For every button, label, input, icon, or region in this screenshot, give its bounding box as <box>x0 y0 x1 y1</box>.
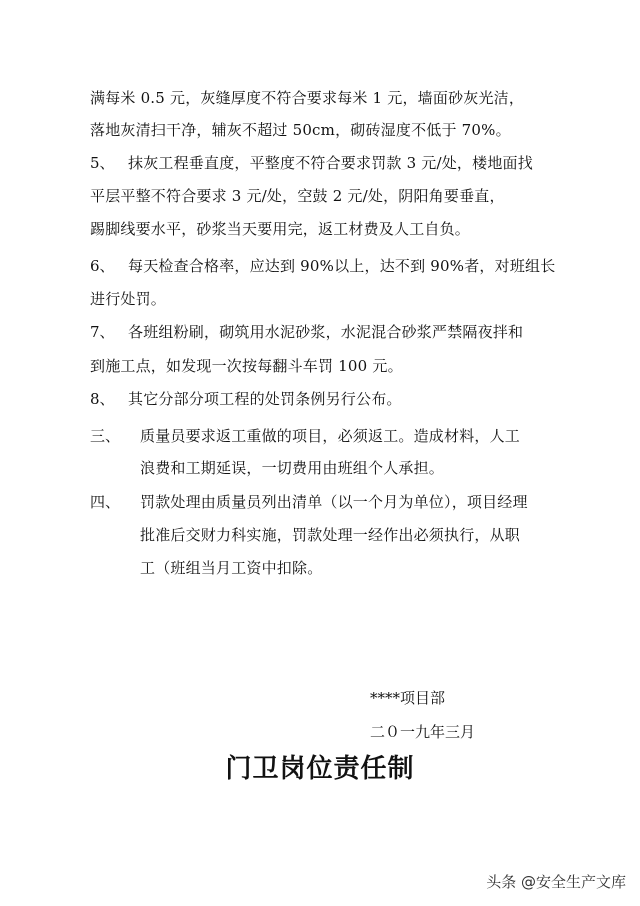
page-title: 门卫岗位责任制 <box>225 754 415 784</box>
paragraph-line: 平层平整不符合要求 3 元/处，空鼓 2 元/处，阴阳角要垂直， <box>90 187 505 205</box>
signature-department: ****项目部 <box>370 689 446 707</box>
watermark-text: 头条 @安全生产文库 <box>486 873 626 891</box>
paragraph-line: 踢脚线要水平，砂浆当天要用完，返工材费及人工自负。 <box>90 220 471 238</box>
paragraph-line: 满每米 0.5 元，灰缝厚度不符合要求每米 1 元，墙面砂灰光洁， <box>90 89 525 107</box>
paragraph-line: 罚款处理由质量员列出清单（以一个月为单位），项目经理 <box>140 493 528 511</box>
paragraph-line: 落地灰清扫干净，辅灰不超过 50cm，砌砖湿度不低于 70%。 <box>90 121 511 139</box>
item-number: 8、 <box>90 390 115 408</box>
item-number: 5、 <box>90 154 115 172</box>
section-number: 三、 <box>90 427 121 445</box>
item-number: 7、 <box>90 323 115 341</box>
paragraph-line: 其它分部分项工程的处罚条例另行公布。 <box>128 390 402 408</box>
section-number: 四、 <box>90 493 121 511</box>
paragraph-line: 工（班组当月工资中扣除。 <box>140 559 323 577</box>
item-number: 6、 <box>90 257 115 275</box>
paragraph-line: 每天检查合格率，应达到 90%以上，达不到 90%者，对班组长 <box>128 257 556 275</box>
paragraph-line: 各班组粉刷，砌筑用水泥砂浆，水泥混合砂浆严禁隔夜拌和 <box>128 323 524 341</box>
paragraph-line: 批准后交财力科实施，罚款处理一经作出必须执行，从职 <box>140 526 521 544</box>
paragraph-line: 浪费和工期延误，一切费用由班组个人承担。 <box>140 459 445 477</box>
paragraph-line: 抹灰工程垂直度，平整度不符合要求罚款 3 元/处，楼地面找 <box>128 154 533 172</box>
signature-date: 二０一九年三月 <box>370 723 476 741</box>
paragraph-line: 质量员要求返工重做的项目，必须返工。造成材料，人工 <box>140 427 521 445</box>
paragraph-line: 到施工点，如发现一次按每翻斗车罚 100 元。 <box>90 357 403 375</box>
paragraph-line: 进行处罚。 <box>90 290 167 308</box>
